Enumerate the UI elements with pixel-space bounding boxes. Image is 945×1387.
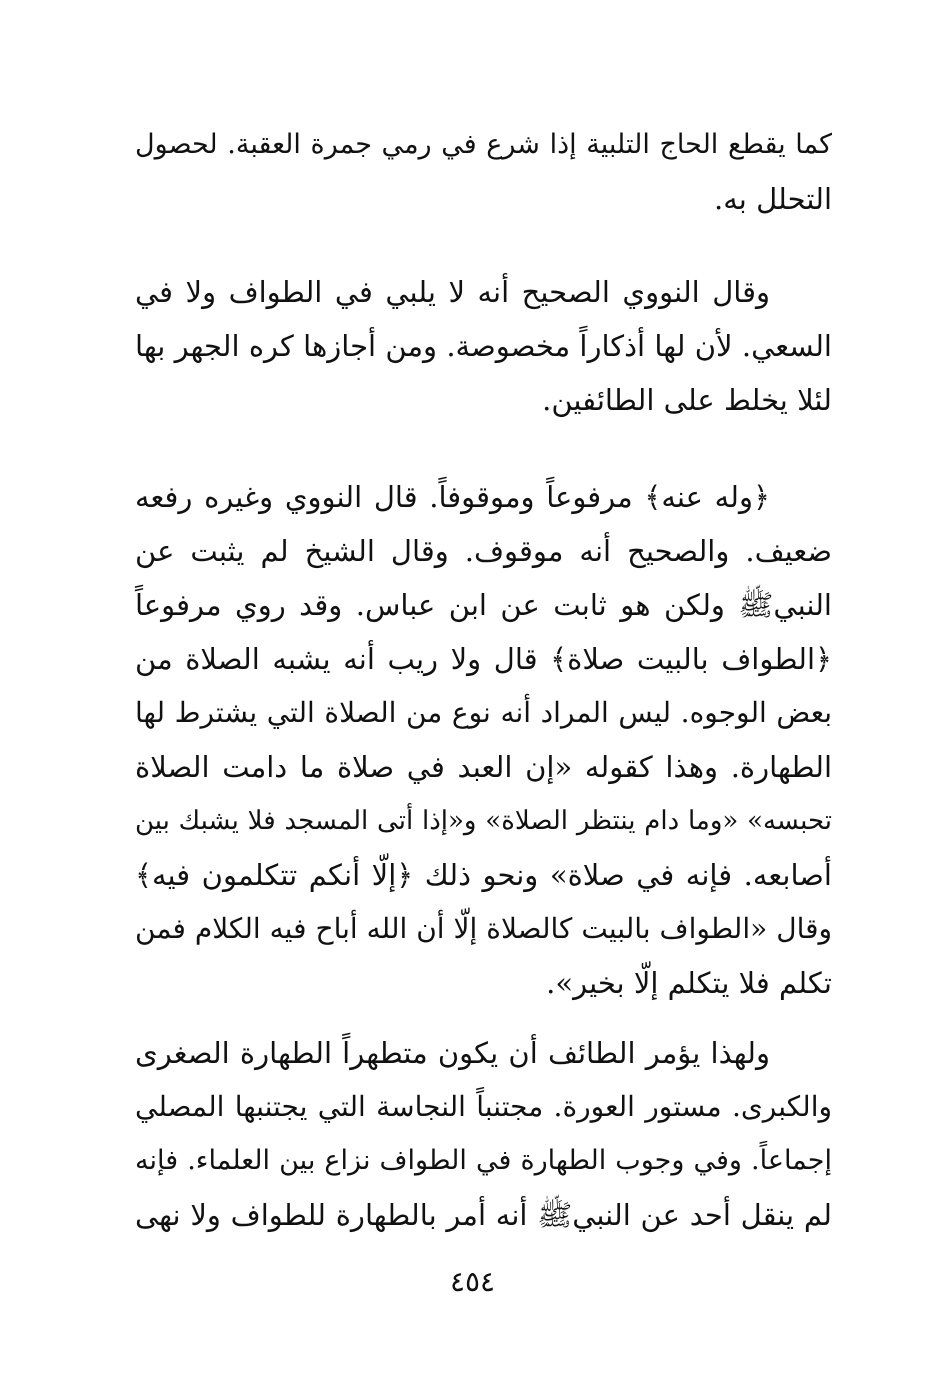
text-line: وقال «الطواف بالبيت كالصلاة إلّا أن الله أباح فيه الكلام فمن (135, 912, 833, 945)
text-line: ﴿وله عنه﴾ مرفوعاً وموقوفاً. قال النووي وغيره رفعه (135, 480, 770, 514)
page-number: ٤٥٤ (449, 1265, 496, 1298)
text-line: والكبرى. مستور العورة. مجتنباً النجاسة التي يجتنبها المصلي (135, 1090, 832, 1123)
text-line: أصابعه. فإنه في صلاة» ونحو ذلك ﴿إلّا أنكم تتكلمون فيه﴾ (135, 858, 832, 892)
text-line: النبيﷺ ولكن هو ثابت عن ابن عباس. وقد روي مرفوعاً (135, 588, 832, 622)
text-line: لم ينقل أحد عن النبيﷺ أنه أمر بالطهارة للطواف ولا نهى (135, 1198, 832, 1232)
text-line: وقال النووي الصحيح أنه لا يلبي في الطواف ولا في (135, 275, 770, 309)
text-line: تكلم فلا يتكلم إلّا بخير». (546, 966, 832, 1000)
text-line: ضعيف. والصحيح أنه موقوف. وقال الشيخ لم يثبت عن (135, 534, 832, 568)
paragraph-2 (135, 265, 832, 427)
text-line: تحبسه» «وما دام ينتظر الصلاة» و«إذا أتى المسجد فلا يشبك بين (135, 806, 832, 836)
text-line: بعض الوجوه. ليس المراد أنه نوع من الصلاة التي يشترط لها (135, 696, 832, 729)
text-line: التحلل به. (714, 182, 832, 216)
text-line: السعي. لأن لها أذكاراً مخصوصة. ومن أجازها كره الجهر بها (135, 329, 832, 363)
text-line: لئلا يخلط على الطائفين. (542, 383, 832, 417)
text-line: ﴿الطواف بالبيت صلاة﴾ قال ولا ريب أنه يشبه الصلاة من (135, 642, 832, 676)
paragraph-4 (135, 1026, 832, 1242)
text-line: الطهارة. وهذا كقوله «إن العبد في صلاة ما دامت الصلاة (135, 750, 832, 784)
text-line: ولهذا يؤمر الطائف أن يكون متطهراً الطهارة الصغرى (135, 1036, 770, 1070)
paragraph-1 (135, 118, 832, 226)
paragraph-3 (135, 470, 832, 1010)
text-line: كما يقطع الحاج التلبية إذا شرع في رمي جمرة العقبة. لحصول (135, 129, 832, 160)
text-line: إجماعاً. وفي وجوب الطهارة في الطواف نزاع بين العلماء. فإنه (135, 1145, 832, 1176)
